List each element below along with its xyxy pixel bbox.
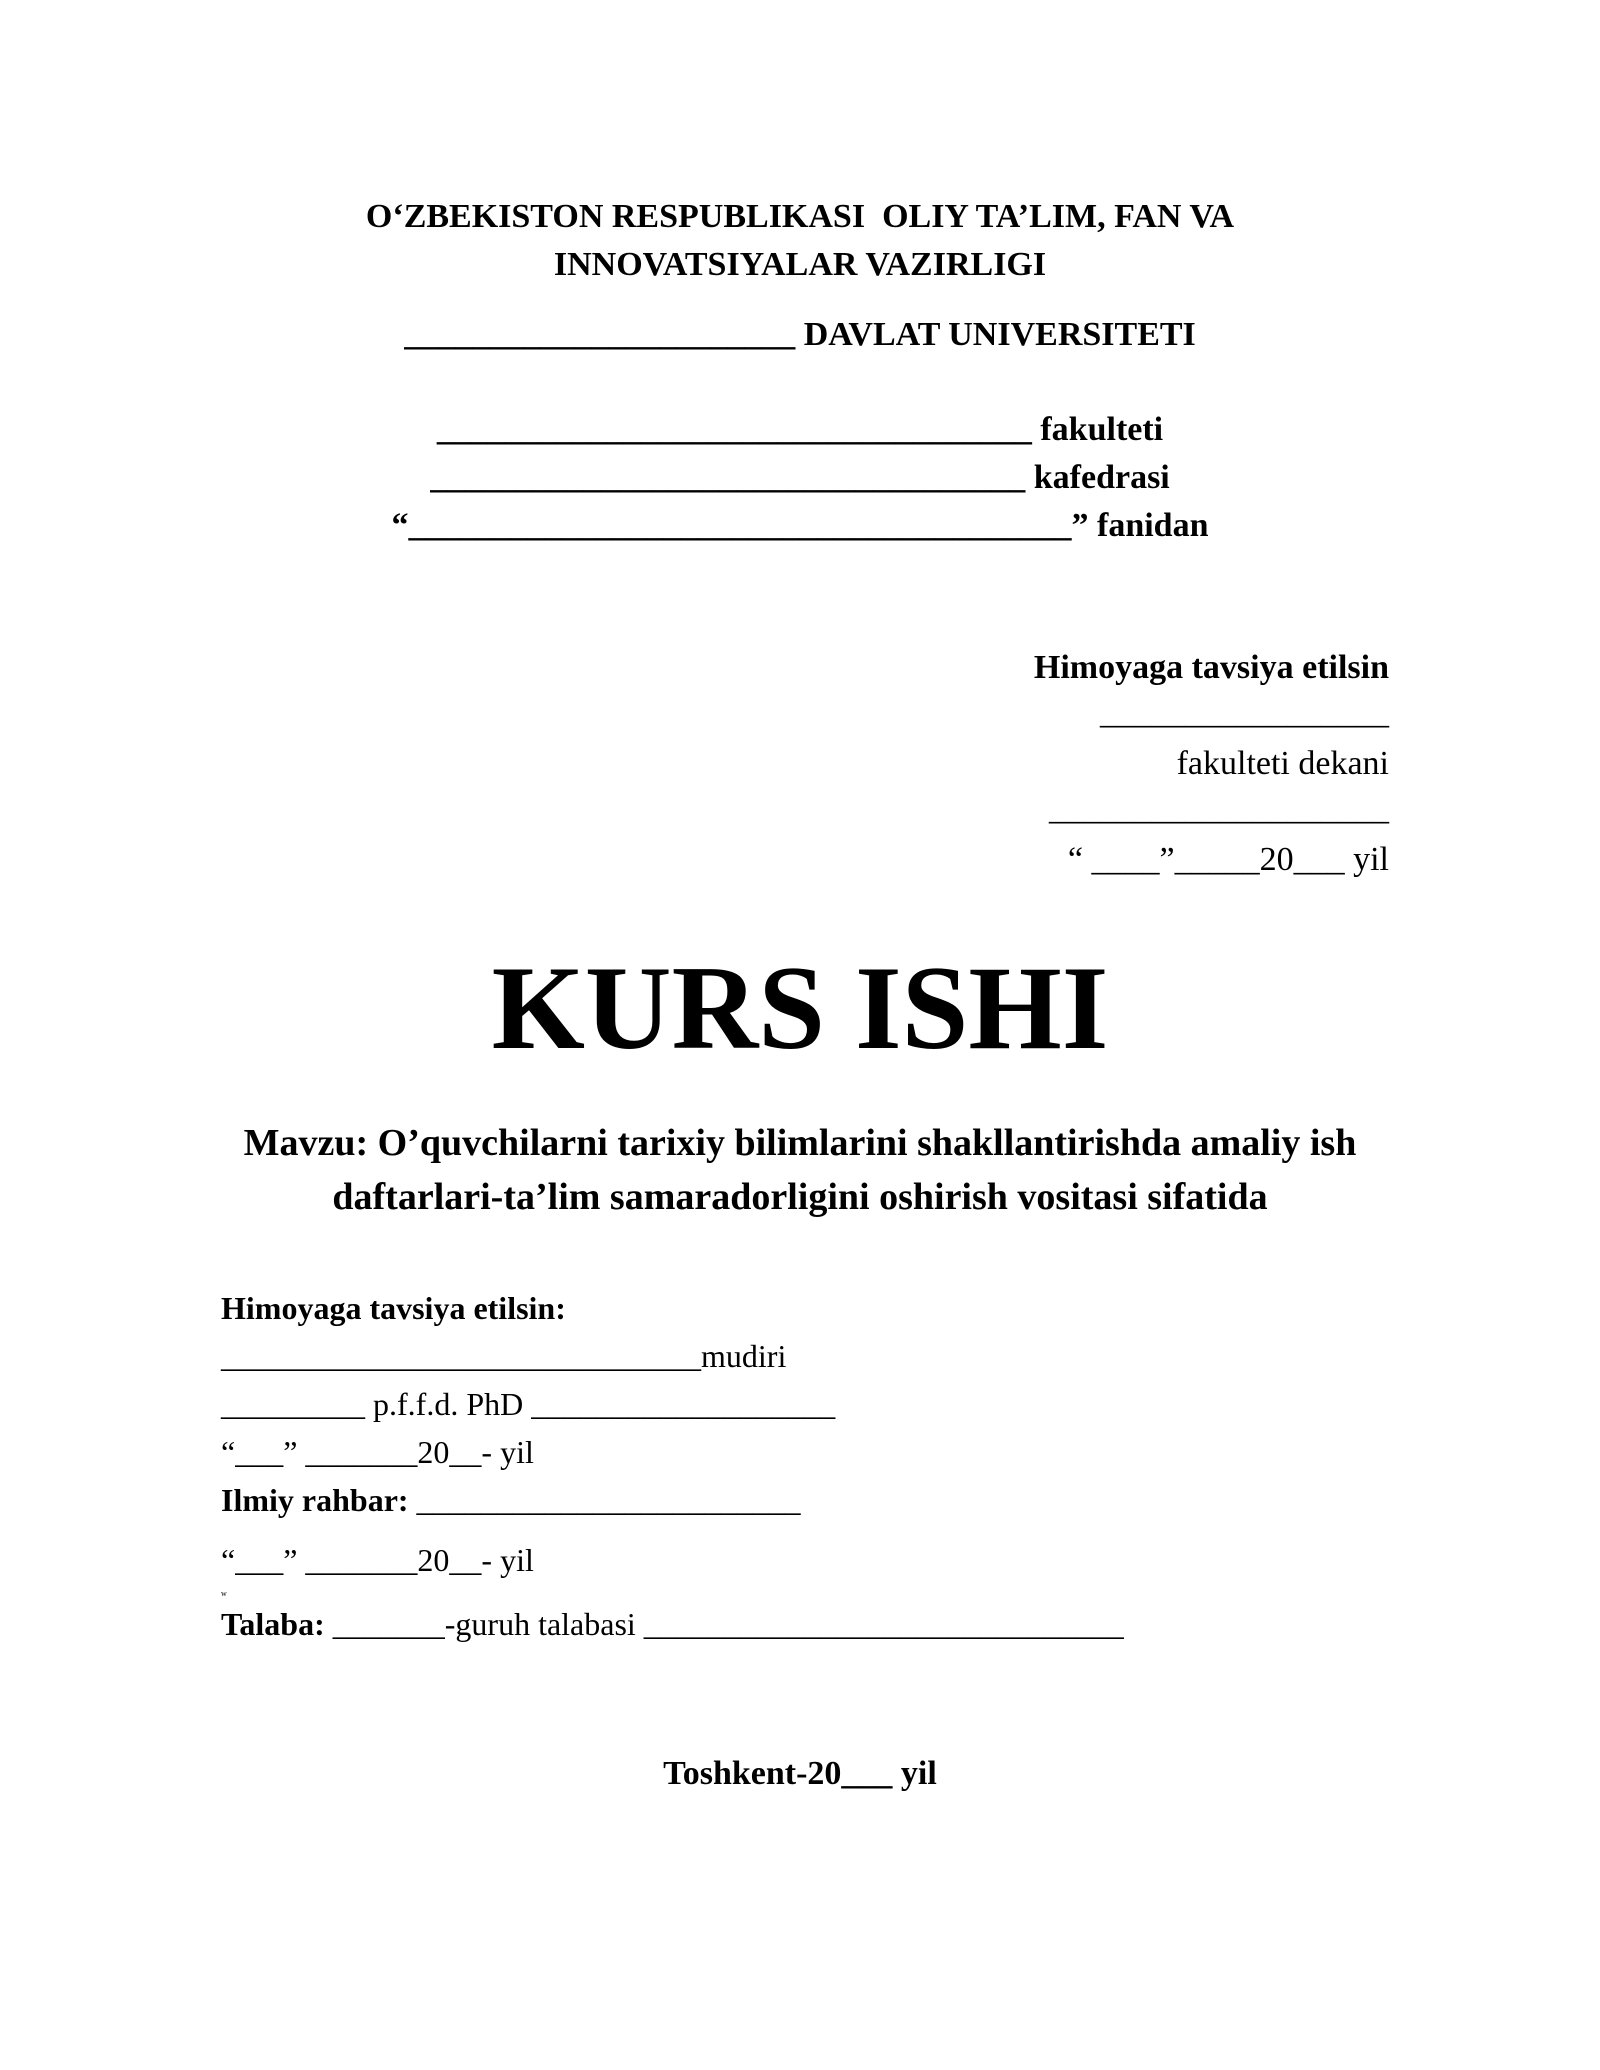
topic-line-1: Mavzu: O’quvchilarni tarixiy bilimlarini shakllantirishda amaliy ish: [243, 1122, 1357, 1164]
dean-name-line: ____________________: [1049, 790, 1389, 827]
supervisor-row: [221, 1484, 801, 1516]
supervisor-label: Ilmiy rahbar:: [221, 1482, 409, 1518]
city-year: Toshkent-20___ yil: [663, 1755, 937, 1792]
dean-signature-line: _________________: [1100, 694, 1389, 731]
chair-head-line: ______________________________mudiri: [221, 1338, 787, 1374]
topic-line-2: daftarlari-ta’lim samaradorligini oshirish vositasi sifatida: [332, 1176, 1268, 1218]
supervisor-line: ________________________: [408, 1482, 801, 1518]
chair-degree-line: _________ p.f.f.d. PhD ___________________: [221, 1386, 836, 1422]
document-title: KURS ISHI: [491, 941, 1109, 1074]
ministry-line-2: INNOVATSIYALAR VAZIRLIGI: [553, 246, 1047, 283]
chair-approval-title: Himoyaga tavsiya etilsin:: [221, 1290, 566, 1326]
dean-role: fakulteti dekani: [1176, 745, 1389, 782]
university-line: _______________________ DAVLAT UNIVERSITETI: [404, 316, 1196, 353]
student-label: Talaba:: [221, 1606, 325, 1642]
department-line: ___________________________________ kafedrasi: [430, 459, 1170, 496]
ministry-line-1: O‘ZBEKISTON RESPUBLIKASI OLIY TA’LIM, FAN VA: [365, 198, 1235, 235]
dean-approval-date: “ ____”_____20___ yil: [1067, 841, 1389, 878]
faculty-line: ___________________________________ fakulteti: [436, 411, 1164, 448]
student-row: [221, 1608, 1124, 1640]
chair-approval-date: “___” _______20__- yil: [221, 1434, 534, 1470]
supervisor-date: “___” _______20__- yil: [221, 1542, 534, 1578]
stray-mark: w: [221, 1589, 227, 1598]
student-line: _______-guruh talabasi ______________________________: [324, 1606, 1124, 1642]
dean-approval-title: Himoyaga tavsiya etilsin: [1033, 649, 1389, 686]
subject-line: “_______________________________________” fanidan: [391, 507, 1209, 544]
